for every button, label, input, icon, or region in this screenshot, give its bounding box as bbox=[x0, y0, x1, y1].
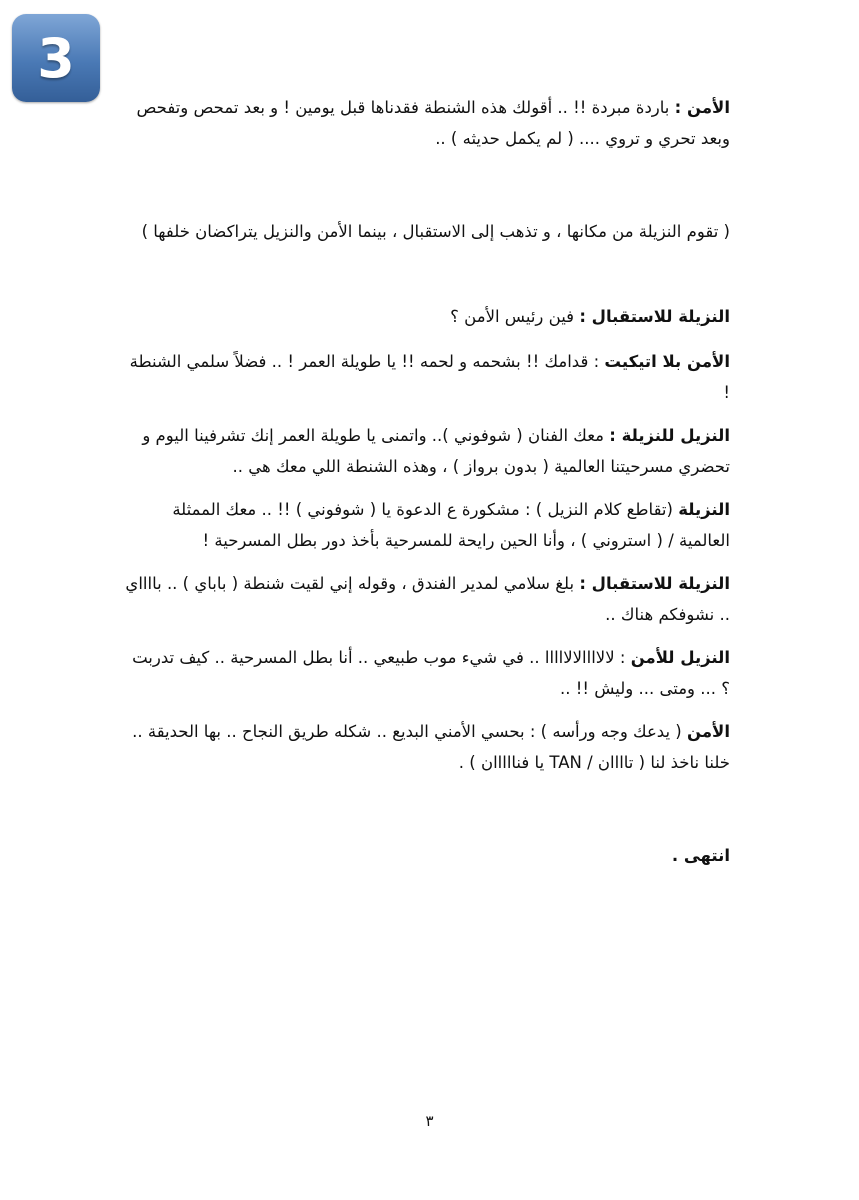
paragraph-5 bbox=[125, 420, 730, 482]
paragraph-4 bbox=[125, 346, 730, 408]
dialogue-text: باردة مبردة !! .. أقولك هذه الشنطة فقدناها قبل يومين ! و بعد تمحص وتفحص وبعد تحري و تروي .... ( لم يكمل حديثه ) .. bbox=[136, 98, 730, 148]
badge-label: 3 bbox=[37, 26, 75, 90]
paragraph-8 bbox=[125, 642, 730, 704]
speaker-label: انتهى . bbox=[671, 846, 730, 865]
speaker-label: النزيل للنزيلة : bbox=[609, 426, 730, 445]
speaker-label: النزيلة bbox=[678, 500, 730, 519]
page-number-badge bbox=[12, 14, 100, 102]
speaker-label: الأمن بلا اتيكيت bbox=[604, 352, 730, 371]
speaker-label: الأمن bbox=[686, 722, 730, 741]
paragraph-6 bbox=[125, 494, 730, 556]
dialogue-text: (تقاطع كلام النزيل ) : مشكورة ع الدعوة يا ( شوفوني ) !! .. معك الممثلة العالمية / ( استروني ) ، وأنا الحين رايحة للمسرحية بأخذ دور بطل المسرحية ! bbox=[172, 500, 730, 550]
speaker-label: الأمن : bbox=[674, 98, 730, 117]
speaker-label: النزيلة للاستقبال : bbox=[579, 574, 730, 593]
script-text bbox=[125, 92, 730, 871]
ending-line bbox=[125, 840, 730, 871]
dialogue-text: معك الفنان ( شوفوني ).. واتمنى يا طويلة العمر إنك تشرفينا اليوم و تحضري مسرحيتنا العالمية ( بدون برواز ) ، وهذه الشنطة اللي معك هي .. bbox=[142, 426, 730, 476]
stage-direction bbox=[125, 216, 730, 247]
dialogue-text: : لالاااالالااااا .. في شيء موب طبيعي .. أنا بطل المسرحية .. كيف تدربت ؟ ... ومتى ... وليش !! .. bbox=[132, 648, 730, 698]
dialogue-text: ( تقوم النزيلة من مكانها ، و تذهب إلى الاستقبال ، بينما الأمن والنزيل يتراكضان خلفها ) bbox=[141, 222, 730, 241]
dialogue-text: : قدامك !! بشحمه و لحمه !! يا طويلة العمر ! .. فضلاً سلمي الشنطة ! bbox=[129, 352, 730, 402]
dialogue-text: ( يدعك وجه ورأسه ) : بحسي الأمني البديع .. شكله طريق النجاح .. بها الحديقة .. خلنا ناخذ لنا ( تاااان / TAN يا فنااااان ) . bbox=[132, 722, 730, 772]
paragraph-9 bbox=[125, 716, 730, 778]
page-number: ٣ bbox=[425, 1112, 434, 1130]
dialogue-text: فين رئيس الأمن ؟ bbox=[450, 307, 580, 326]
speaker-label: النزيلة للاستقبال : bbox=[579, 307, 730, 326]
paragraph-1 bbox=[125, 92, 730, 154]
paragraph-3 bbox=[125, 301, 730, 332]
speaker-label: النزيل للأمن bbox=[630, 648, 730, 667]
dialogue-text: بلغ سلامي لمدير الفندق ، وقوله إني لقيت شنطة ( باباي ) .. بااااي .. نشوفكم هناك .. bbox=[125, 574, 730, 624]
paragraph-7 bbox=[125, 568, 730, 630]
